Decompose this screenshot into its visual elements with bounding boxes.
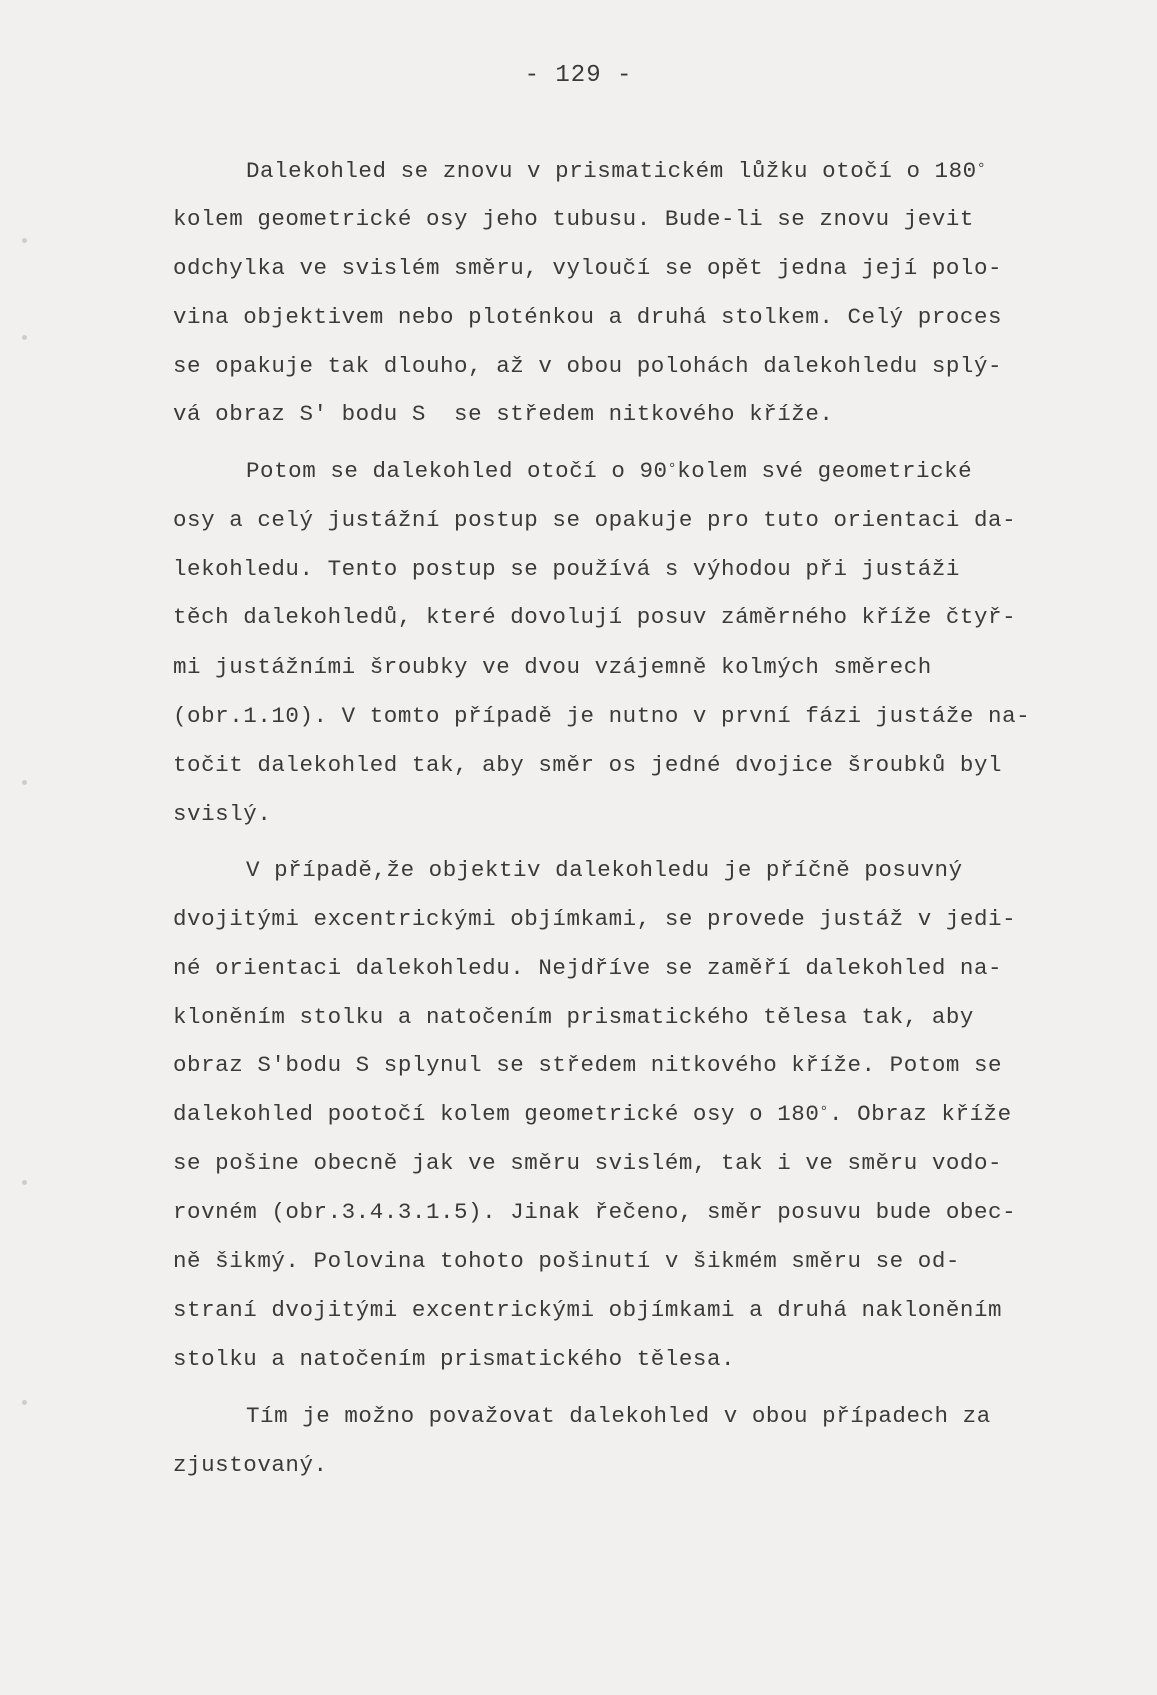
text-line: dvojitými excentrickými objímkami, se provede justáž v jedi- — [173, 906, 1017, 932]
text-line: né orientaci dalekohledu. Nejdříve se zaměří dalekohled na- — [173, 955, 1003, 981]
text-line: vina objektivem nebo ploténkou a druhá stolkem. Celý proces — [173, 304, 1003, 330]
text-line: lekohledu. Tento postup se používá s výhodou při justáži — [173, 556, 960, 582]
text-line: dalekohled pootočí kolem geometrické osy o 180°. Obraz kříže — [173, 1101, 1012, 1127]
text-line: Potom se dalekohled otočí o 90°kolem své geometrické — [246, 458, 973, 484]
text-line: straní dvojitými excentrickými objímkami a druhá nakloněním — [173, 1297, 1003, 1323]
text-line: ně šikmý. Polovina tohoto pošinutí v šikmém směru se od- — [173, 1248, 960, 1274]
text-line: stolku a natočením prismatického tělesa. — [173, 1346, 736, 1372]
page-number: - 129 - — [524, 62, 633, 89]
text-line: osy a celý justážní postup se opakuje pro tuto orientaci da- — [173, 507, 1017, 533]
text-line: mi justážními šroubky ve dvou vzájemně kolmých směrech — [173, 654, 932, 680]
text-line: těch dalekohledů, které dovolují posuv záměrného kříže čtyř- — [173, 604, 1017, 630]
text-line: točit dalekohled tak, aby směr os jedné dvojice šroubků byl — [173, 752, 1003, 778]
text-line: kolem geometrické osy jeho tubusu. Bude-li se znovu jevit — [173, 206, 974, 232]
text-line: Dalekohled se znovu v prismatickém lůžku otočí o 180° — [246, 158, 987, 184]
text-line: se opakuje tak dlouho, až v obou polohách dalekohledu splý- — [173, 353, 1003, 379]
text-line: se pošine obecně jak ve směru svislém, tak i ve směru vodo- — [173, 1150, 1003, 1176]
text-line: obraz S'bodu S splynul se středem nitkového kříže. Potom se — [173, 1052, 1003, 1078]
text-line: zjustovaný. — [173, 1452, 328, 1478]
text-line: (obr.1.10). V tomto případě je nutno v první fázi justáže na- — [173, 703, 1031, 729]
text-line: svislý. — [173, 801, 272, 827]
text-line: rovném (obr.3.4.3.1.5). Jinak řečeno, směr posuvu bude obec- — [173, 1199, 1017, 1225]
text-line: vá obraz S' bodu S se středem nitkového kříže. — [173, 401, 834, 427]
text-line: V případě,že objektiv dalekohledu je příčně posuvný — [246, 857, 963, 883]
text-line: odchylka ve svislém směru, vyloučí se opět jedna její polo- — [173, 255, 1003, 281]
text-line: Tím je možno považovat dalekohled v obou případech za — [246, 1403, 991, 1429]
text-line: kloněním stolku a natočením prismatického tělesa tak, aby — [173, 1004, 974, 1030]
